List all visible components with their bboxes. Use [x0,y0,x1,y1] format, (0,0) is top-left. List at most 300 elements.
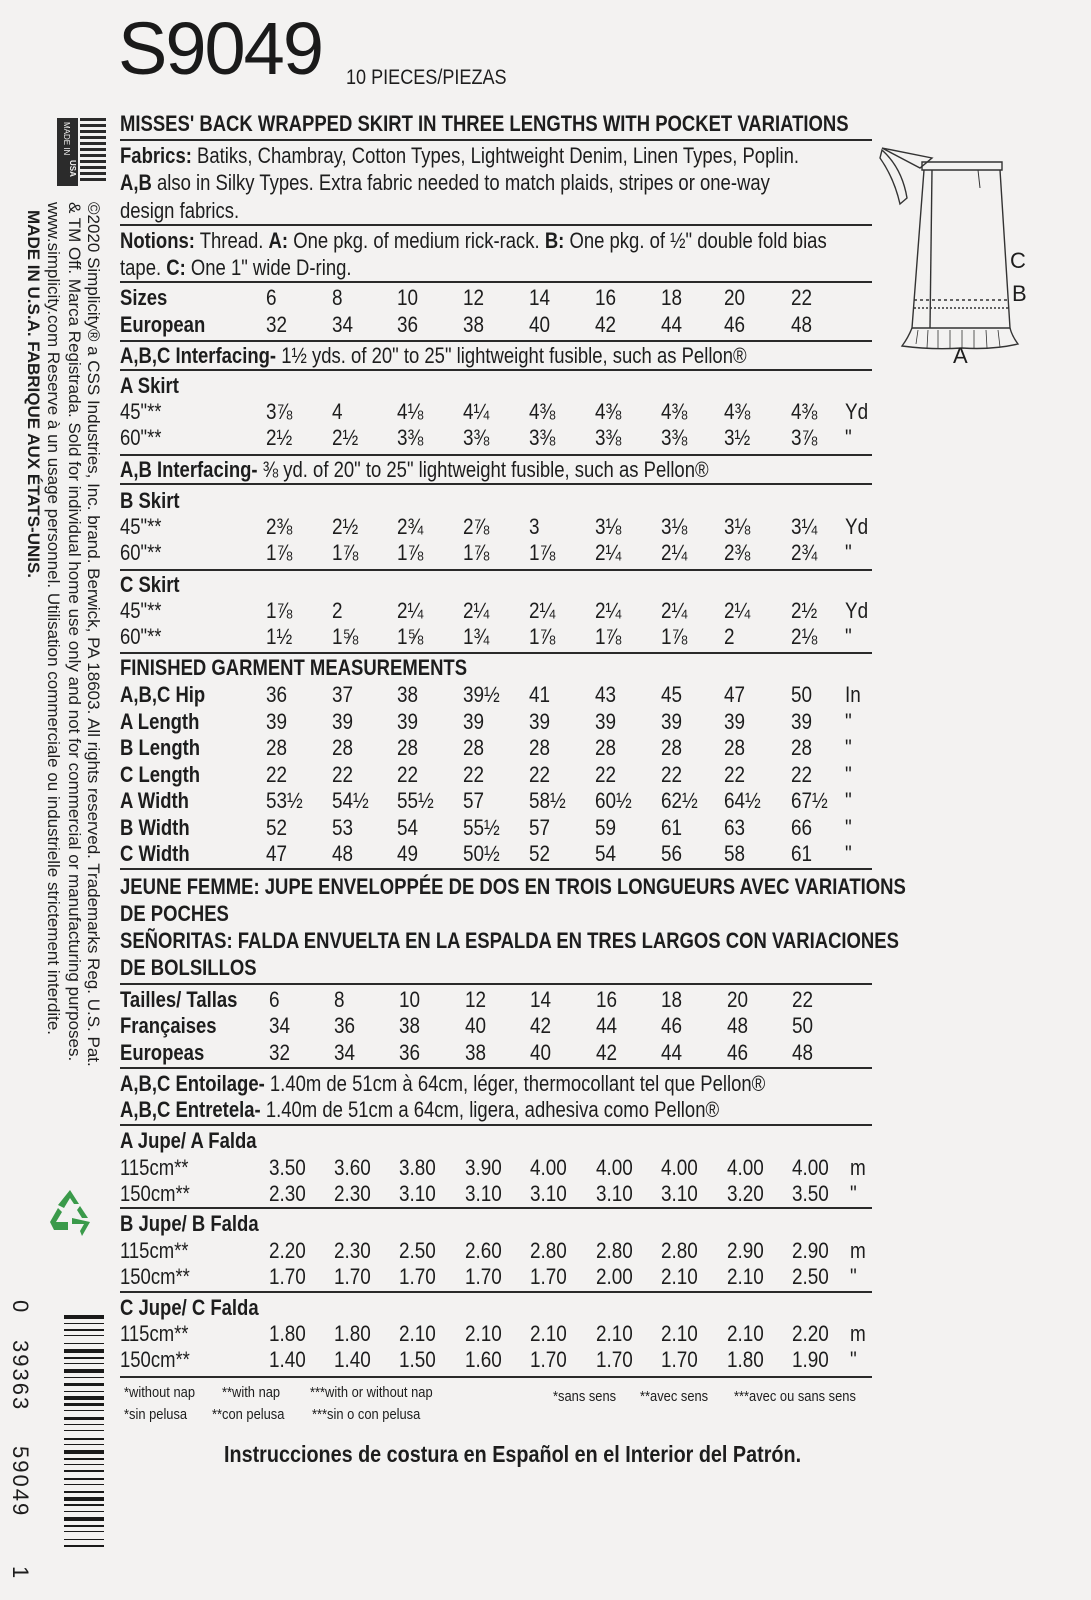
view-label-c: C [1010,248,1026,273]
sizes-label: Sizes [120,285,168,310]
b-jupe-row-value: 2.50 [399,1238,436,1263]
taille-value: 16 [596,987,618,1012]
barcode-bar [64,1349,104,1353]
made-in-usa-badge [57,118,78,186]
copyright-line-1: ©2020 Simplicity® a CSS Industries, Inc. brand. Berwick, PA 18603. All rights reserved. Trademarks Reg. U.S. Pat. [84,202,103,1067]
b-skirt-row-value: 1⅞ [332,540,359,565]
finished-row-value: 28 [724,735,746,760]
finished-row-value: 39 [529,708,551,734]
finished-row-value: 39 [463,708,485,734]
finished-row-value: 53 [332,814,354,840]
a-jupe-row-value: 3.10 [530,1181,567,1206]
notions-line-2: tape. C: One 1" wide D-ring. [120,255,352,280]
english-title: MISSES' BACK WRAPPED SKIRT IN THREE LENGTHS WITH POCKET VARIATIONS [120,111,849,136]
c-jupe-heading: C Jupe/ C Falda [120,1295,259,1320]
finished-measurements-heading: FINISHED GARMENT MEASUREMENTS [120,655,468,680]
francaise-size-value: 38 [399,1013,421,1038]
finished-row-value: 45 [661,682,683,707]
c-jupe-row-value: 1.60 [465,1347,502,1372]
note-without-nap: *without nap [124,1384,196,1401]
spanish-title-line-2: DE BOLSILLOS [120,955,257,980]
c-jupe-row-unit: " [850,1347,857,1372]
a-skirt-row-value: 4 [332,399,343,424]
c-jupe-row-value: 1.80 [269,1321,306,1346]
interfacing-ab-line [120,457,709,483]
finished-row-value: 48 [332,841,354,866]
b-skirt-row-unit: " [845,540,852,565]
divider [120,1124,872,1126]
b-jupe-row-value: 2.50 [792,1264,829,1289]
finished-row-value: 52 [266,814,288,840]
barcode-bar [64,1315,104,1319]
c-skirt-row-value: 2⅛ [791,624,818,649]
a-jupe-row-value: 4.00 [727,1155,764,1180]
european-size-value: 48 [791,312,813,337]
divider [120,483,872,485]
taille-value: 20 [727,987,749,1012]
b-jupe-row-value: 1.70 [530,1264,567,1289]
a-skirt-row-unit: " [845,425,852,450]
finished-row-value: 66 [791,814,813,840]
europeas-label: Europeas [120,1040,205,1065]
b-jupe-row-value: 2.80 [596,1238,633,1263]
a-jupe-row-value: 3.90 [465,1155,502,1180]
divider [120,652,872,654]
taille-value: 8 [334,987,345,1012]
finished-row-value: 39 [595,708,617,734]
finished-row-value: 39 [332,708,354,734]
barcode-bar [64,1525,104,1528]
a-skirt-row-value: 3⅞ [791,425,818,450]
c-jupe-row-value: 1.90 [792,1347,829,1372]
divider [120,983,872,985]
c-skirt-row-unit: " [845,624,852,649]
c-skirt-row-label: 60"** [120,624,162,649]
finished-row-value: 59 [595,814,617,840]
a-jupe-row-value: 3.60 [334,1155,371,1180]
finished-row-value: 55½ [463,814,500,840]
barcode-bar [64,1517,104,1521]
a-jupe-row-value: 3.10 [596,1181,633,1206]
taille-value: 18 [661,987,683,1012]
c-jupe-row-value: 2.10 [465,1321,502,1346]
c-jupe-row-value: 2.20 [792,1321,829,1346]
copyright-line-2: & TM Off. Marca Registrada. Sold for individual home use only and not for commercial or manufacturing purposes. [65,202,84,1062]
c-jupe-row-value: 1.40 [334,1347,371,1372]
c-jupe-row-value: 1.70 [661,1347,698,1372]
barcode-bar [64,1329,104,1332]
divider [120,1376,872,1378]
a-jupe-row-unit: m [850,1155,866,1180]
a-jupe-row-value: 3.10 [465,1181,502,1206]
european-size-value: 34 [332,312,354,337]
size-value: 16 [595,285,617,310]
finished-row-value: 39 [724,708,746,734]
finished-row-value: 53½ [266,788,303,813]
note-sin-pelusa: *sin pelusa [124,1406,188,1423]
a-jupe-row-label: 150cm** [120,1181,190,1206]
b-skirt-row-value: 2½ [332,514,359,539]
barcode-bar [64,1424,104,1425]
a-jupe-row-value: 2.30 [334,1181,371,1206]
europea-size-value: 38 [465,1040,487,1065]
a-jupe-row-unit: " [850,1181,857,1206]
a-skirt-row-value: 3⅜ [529,425,556,450]
made-in-text: MADE IN [62,122,71,156]
barcode-bar [64,1377,104,1378]
europea-size-value: 36 [399,1040,421,1065]
divider [120,369,872,371]
a-skirt-row-label: 45"** [120,399,162,424]
a-jupe-row-value: 4.00 [661,1155,698,1180]
note-with-or-without-nap: ***with or without nap [310,1384,433,1401]
entretela-label: A,B,C Entretela- [120,1097,261,1122]
size-value: 14 [529,285,551,310]
a-jupe-row-value: 3.10 [399,1181,436,1206]
stripes-decoration [80,118,106,186]
note-sin-o-con-pelusa: ***sin o con pelusa [312,1406,421,1423]
finished-row-value: 64½ [724,788,761,813]
b-jupe-heading: B Jupe/ B Falda [120,1211,259,1236]
entoilage-line [120,1071,765,1097]
c-jupe-row-label: 115cm** [120,1321,189,1346]
note-with-nap: **with nap [222,1384,281,1401]
finished-row-value: 60½ [595,788,632,813]
a-jupe-row-value: 3.50 [269,1155,306,1180]
b-skirt-row-value: 2¾ [397,514,424,539]
c-skirt-row-value: 2¼ [724,598,751,623]
barcode-bar [64,1504,104,1505]
b-jupe-row-value: 2.10 [727,1264,764,1289]
finished-row-value: 28 [529,735,551,760]
b-skirt-row-value: 2⅜ [724,540,751,565]
c-skirt-row-value: 1⅝ [397,624,424,649]
finished-row-value: 61 [661,814,683,840]
b-skirt-row-value: 2⅞ [463,514,490,539]
c-jupe-row-value: 1.70 [530,1347,567,1372]
finished-row-label: C Width [120,841,190,866]
note-avec-ou-sans-sens: ***avec ou sans sens [734,1388,856,1405]
c-skirt-row-value: 2¼ [529,598,556,623]
finished-row-value: 28 [463,735,485,760]
a-jupe-row-value: 3.50 [792,1181,829,1206]
finished-row-label: B Width [120,814,190,840]
barcode-bar [64,1464,104,1465]
francaise-size-value: 46 [661,1013,683,1038]
a-jupe-row-value: 4.00 [530,1155,567,1180]
finished-row-unit: " [845,814,852,840]
b-jupe-row-value: 2.30 [334,1238,371,1263]
finished-row-label: A Width [120,788,189,813]
barcode-bar [64,1450,104,1454]
a-skirt-row-label: 60"** [120,425,162,450]
c-jupe-row-unit: m [850,1321,866,1346]
size-value: 8 [332,285,343,310]
c-skirt-row-value: 1⅞ [661,624,688,649]
finished-row-unit: " [845,841,852,866]
b-skirt-row-value: 1⅞ [397,540,424,565]
b-jupe-row-value: 2.90 [727,1238,764,1263]
a-skirt-row-value: 3⅜ [397,425,424,450]
c-skirt-row-value: 1⅞ [529,624,556,649]
b-skirt-row-unit: Yd [845,514,869,539]
barcode-bar [64,1511,104,1512]
b-jupe-row-value: 2.60 [465,1238,502,1263]
b-skirt-row-value: 3⅛ [724,514,751,539]
b-skirt-row-value: 3⅛ [595,514,622,539]
b-skirt-row-value: 1⅞ [266,540,293,565]
a-skirt-row-value: 4⅜ [661,399,688,424]
finished-row-unit: In [845,682,861,707]
barcode-bar [64,1343,104,1344]
a-skirt-row-value: 3⅜ [661,425,688,450]
divider [120,340,872,342]
a-skirt-row-value: 4⅜ [595,399,622,424]
c-jupe-row-value: 2.10 [661,1321,698,1346]
copyright-line-3: www.simplicity.com Reserve à un usage personnel. Utilisation commerciale ou industrielle strictement interdite. [44,202,63,1036]
european-size-value: 42 [595,312,617,337]
europea-size-value: 48 [792,1040,814,1065]
a-jupe-row-value: 3.80 [399,1155,436,1180]
view-label-b: B [1012,281,1027,306]
finished-row-value: 22 [463,761,485,787]
taille-value: 22 [792,987,814,1012]
c-skirt-row-value: 2 [724,624,735,649]
finished-row-value: 58 [724,841,746,866]
barcode [64,1315,104,1580]
entoilage-text: 1.40m de 51cm à 64cm, léger, thermocollant tel que Pellon® [264,1071,766,1096]
a-jupe-row-value: 3.20 [727,1181,764,1206]
b-skirt-row-value: 2¼ [661,540,688,565]
c-jupe-row-value: 2.10 [727,1321,764,1346]
barcode-bar [64,1531,104,1532]
barcode-bar [64,1545,104,1548]
size-value: 20 [724,285,746,310]
a-jupe-row-value: 4.00 [792,1155,829,1180]
barcode-digits-right: 59049 [8,1446,33,1518]
b-skirt-row-value: 3⅛ [661,514,688,539]
finished-row-value: 62½ [661,788,698,813]
divider [120,569,872,571]
barcode-bar [64,1430,104,1431]
finished-row-value: 49 [397,841,419,866]
a-skirt-row-value: 4¼ [463,399,490,424]
finished-row-value: 28 [791,735,813,760]
pieces-count: 10 PIECES/PIEZAS [346,66,507,89]
finished-row-value: 22 [266,761,288,787]
europea-size-value: 44 [661,1040,683,1065]
b-jupe-row-unit: m [850,1238,866,1263]
finished-row-value: 39 [791,708,813,734]
european-size-value: 46 [724,312,746,337]
barcode-bar [64,1484,104,1485]
barcode-bar [64,1335,104,1336]
b-jupe-row-label: 115cm** [120,1238,189,1263]
barcode-bar [64,1323,104,1324]
finished-row-value: 28 [661,735,683,760]
a-jupe-heading: A Jupe/ A Falda [120,1128,257,1153]
european-size-value: 36 [397,312,419,337]
french-title-line-1: JEUNE FEMME: JUPE ENVELOPPÉE DE DOS EN TROIS LONGUEURS AVEC VARIATIONS [120,874,906,899]
finished-row-label: C Length [120,761,201,787]
c-jupe-row-value: 2.10 [530,1321,567,1346]
francaise-size-value: 42 [530,1013,552,1038]
fabrics-line-2: A,B also in Silky Types. Extra fabric needed to match plaids, stripes or one-way [120,170,770,195]
taille-value: 14 [530,987,552,1012]
note-con-pelusa: **con pelusa [212,1406,285,1423]
barcode-bar [64,1438,104,1441]
a-skirt-row-value: 3⅜ [595,425,622,450]
europea-size-value: 32 [269,1040,291,1065]
finished-row-value: 50 [791,682,813,707]
entoilage-label: A,B,C Entoilage- [120,1071,265,1096]
francaise-size-value: 40 [465,1013,487,1038]
c-skirt-row-value: 2¼ [661,598,688,623]
finished-row-value: 57 [529,814,551,840]
finished-row-value: 58½ [529,788,566,813]
size-value: 12 [463,285,485,310]
b-jupe-row-value: 2.00 [596,1264,633,1289]
finished-row-label: B Length [120,735,201,760]
finished-row-value: 54 [397,814,419,840]
b-skirt-row-value: 3 [529,514,540,539]
b-jupe-row-value: 2.10 [661,1264,698,1289]
c-jupe-row-value: 1.70 [596,1347,633,1372]
finished-row-value: 50½ [463,841,500,866]
b-jupe-row-unit: " [850,1264,857,1289]
divider [120,1067,872,1069]
barcode-bar [64,1444,104,1445]
a-jupe-row-label: 115cm** [120,1155,189,1180]
a-skirt-row-value: 4⅜ [724,399,751,424]
b-skirt-row-label: 60"** [120,540,162,565]
a-jupe-row-value: 4.00 [596,1155,633,1180]
tailles-label: Tailles/ Tallas [120,987,238,1012]
interfacing-ab-label: A,B Interfacing- [120,457,258,482]
c-skirt-row-value: 1⅝ [332,624,359,649]
finished-row-value: 67½ [791,788,828,813]
interfacing-abc-text: 1½ yds. of 20" to 25" lightweight fusible, such as Pellon® [276,343,747,368]
usa-text: USA [68,160,77,177]
finished-row-value: 28 [266,735,288,760]
recycle-icon [44,1186,96,1238]
a-skirt-row-value: 2½ [332,425,359,450]
note-avec-sens: **avec sens [640,1388,709,1405]
barcode-digit-start: 0 [8,1300,33,1313]
a-jupe-row-value: 2.30 [269,1181,306,1206]
a-skirt-row-value: 4⅜ [791,399,818,424]
c-skirt-row-value: 1¾ [463,624,490,649]
entretela-text: 1.40m de 51cm a 64cm, ligera, adhesiva como Pellon® [260,1097,720,1122]
b-jupe-row-label: 150cm** [120,1264,190,1289]
a-skirt-row-value: 2½ [266,425,293,450]
finished-row-value: 56 [661,841,683,866]
spanish-instructions-note: Instrucciones de costura en Español en el Interior del Patrón. [224,1441,802,1467]
finished-row-value: 39½ [463,682,500,707]
c-jupe-row-label: 150cm** [120,1347,190,1372]
finished-row-value: 39 [397,708,419,734]
french-title-line-2: DE POCHES [120,901,229,926]
taille-value: 6 [269,987,280,1012]
c-skirt-heading: C Skirt [120,572,180,597]
finished-row-value: 43 [595,682,617,707]
barcode-bar [64,1396,104,1400]
europea-size-value: 46 [727,1040,749,1065]
finished-row-value: 47 [724,682,746,707]
europea-size-value: 42 [596,1040,618,1065]
european-size-value: 44 [661,312,683,337]
francaises-label: Françaises [120,1013,217,1038]
finished-row-unit: " [845,761,852,787]
c-skirt-row-value: 2½ [791,598,818,623]
b-skirt-row-value: 2¼ [595,540,622,565]
c-jupe-row-value: 1.50 [399,1347,436,1372]
b-skirt-heading: B Skirt [120,488,180,513]
divider [120,1291,872,1293]
size-value: 10 [397,285,419,310]
a-skirt-heading: A Skirt [120,373,179,398]
europea-size-value: 34 [334,1040,356,1065]
b-jupe-row-value: 2.20 [269,1238,306,1263]
pattern-number: S9049 [118,7,322,90]
barcode-bar [64,1383,104,1386]
finished-row-value: 54 [595,841,617,866]
note-sans-sens: *sans sens [553,1388,617,1405]
finished-row-value: 55½ [397,788,434,813]
c-skirt-row-unit: Yd [845,598,869,623]
b-jupe-row-value: 2.90 [792,1238,829,1263]
divider [120,224,872,226]
c-jupe-row-value: 1.40 [269,1347,306,1372]
c-jupe-row-value: 2.10 [399,1321,436,1346]
francaise-size-value: 36 [334,1013,356,1038]
made-in-usa-line: MADE IN U.S.A. FABRIQUE AUX ÉTATS-UNIS. [24,210,43,579]
c-skirt-row-value: 2¼ [463,598,490,623]
finished-row-value: 22 [332,761,354,787]
b-jupe-row-value: 1.70 [465,1264,502,1289]
a-jupe-row-value: 3.10 [661,1181,698,1206]
finished-row-value: 38 [397,682,419,707]
b-jupe-row-value: 1.70 [334,1264,371,1289]
a-skirt-row-unit: Yd [845,399,869,424]
divider [120,139,872,141]
barcode-bar [64,1470,104,1471]
b-skirt-row-value: 2⅜ [266,514,293,539]
finished-row-unit: " [845,788,852,813]
b-skirt-row-value: 1⅞ [529,540,556,565]
view-label-a: A [953,343,968,368]
size-value: 6 [266,285,277,310]
european-size-value: 32 [266,312,288,337]
size-value: 22 [791,285,813,310]
finished-row-value: 28 [595,735,617,760]
finished-row-value: 54½ [332,788,369,813]
european-label: European [120,312,206,337]
b-skirt-row-value: 2¾ [791,540,818,565]
b-jupe-row-value: 2.80 [661,1238,698,1263]
finished-row-value: 22 [397,761,419,787]
taille-value: 12 [465,987,487,1012]
finished-row-label: A,B,C Hip [120,682,206,707]
divider [120,454,872,456]
europea-size-value: 40 [530,1040,552,1065]
finished-row-value: 52 [529,841,551,866]
interfacing-abc-line [120,343,747,369]
c-skirt-row-value: 2¼ [397,598,424,623]
francaise-size-value: 34 [269,1013,291,1038]
c-jupe-row-value: 1.80 [334,1321,371,1346]
divider [120,1207,872,1209]
